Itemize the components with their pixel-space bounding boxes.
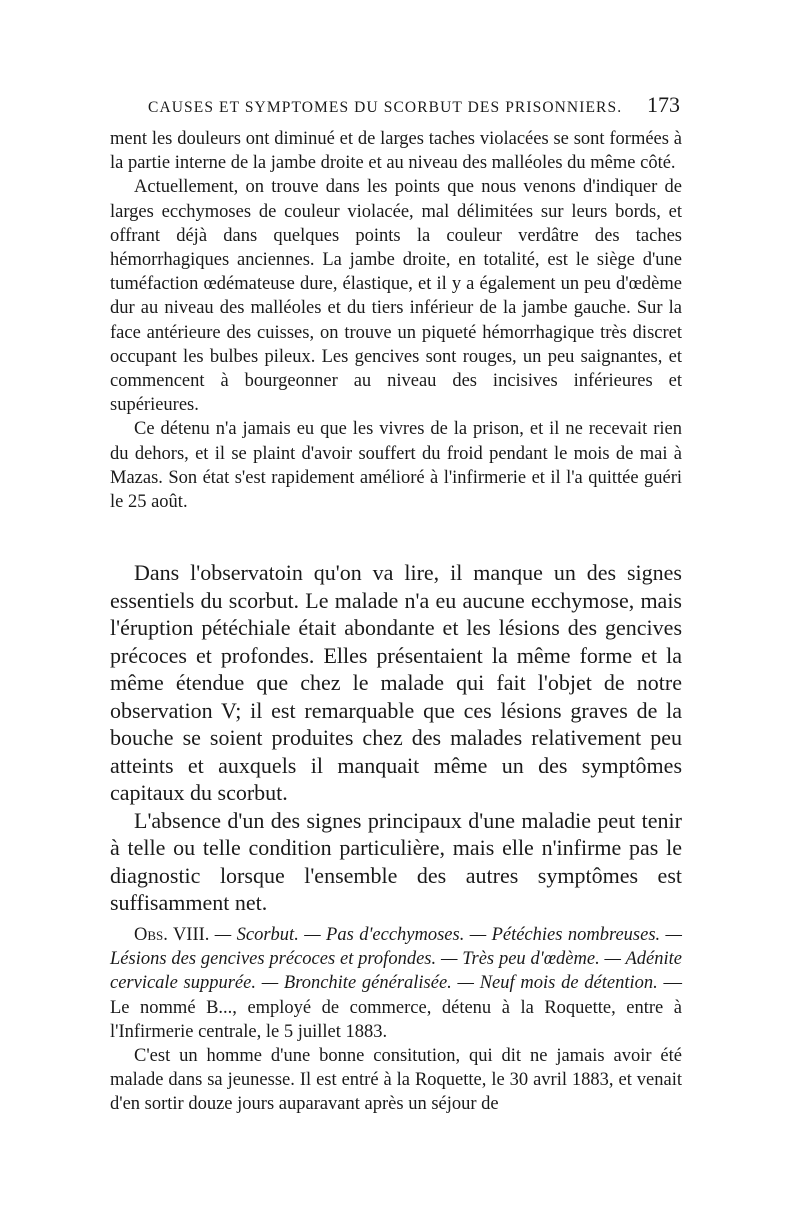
observation-block — [110, 923, 682, 1117]
page-header — [148, 92, 680, 118]
observation-intro: — Le nommé B..., employé de commerce, détenu à la Roquette, entre à l'Infirmerie centrale, le 5 juillet 1883. — [110, 973, 682, 1042]
observation-title: — Scorbut. — Pas d'ecchymoses. — Pétéchies nombreuses. — Lésions des gencives précoces et profondes. — Très peu d'œdème. — Adénite cervicale suppurée. — Bronchite généralisée. — Neuf mois de détention. — [110, 925, 682, 994]
paragraph-commentary-1: Dans l'observatoin qu'on va lire, il manque un des signes essentiels du scorbut. Le malade n'a eu aucune ecchymose, mais l'éruption pétéchiale était abondante et les lésions des gencives précoces et profondes. Elles présentaient la même forme et la même étendue que chez le malade qui fait l'objet de notre observation V; il est remarquable que ces lésions graves de la bouche se soient produites chez des malades relativement peu atteints et auxquels il manquait même un des symptômes capitaux du scorbut. — [110, 560, 682, 805]
paragraph-commentary-2: L'absence d'un des signes principaux d'une maladie peut tenir à telle ou telle condition particulière, mais elle n'infirme pas le diagnostic lorsque l'ensemble des autres symptômes est suffisamment net. — [110, 807, 682, 915]
page-number: 173 — [647, 92, 680, 117]
running-title: CAUSES ET SYMPTOMES DU SCORBUT DES PRISONNIERS. — [148, 99, 623, 116]
paragraph-current-state: Actuellement, on trouve dans les points que nous venons d'indiquer de larges ecchymoses de couleur violacée, mal délimitées sur leurs bords, et offrant déjà dans quelques points la couleur verdâtre des taches hémorrhagiques anciennes. La jambe droite, en totalité, est le siège d'une tuméfaction œdémateuse dure, élastique, et il y a également un peu d'œdème dur au niveau des malléoles et du tiers inférieur de la jambe gauche. Sur la face antérieure des cuisses, on trouve un piqueté hémorrhagique très discret occupant les bulbes pileux. Les gencives sont rouges, un peu saignantes, et commencent à bourgeonner au niveau des incisives inférieures et supérieures. — [110, 177, 682, 416]
paragraph-patient-history: C'est un homme d'une bonne consitution, qui dit ne jamais avoir été malade dans sa jeunesse. Il est entré à la Roquette, le 30 avril 1883, et venait d'en sortir douze jours auparavant après un séjour de — [110, 1046, 682, 1115]
commentary-block — [110, 559, 682, 917]
case-description-block — [110, 127, 682, 514]
observation-heading — [110, 923, 682, 1044]
paragraph-detention-conditions: Ce détenu n'a jamais eu que les vivres de la prison, et il ne recevait rien du dehors, et il se plaint d'avoir souffert du froid pendant le mois de mai à Mazas. Son état s'est rapidement amélioré à l'infirmerie et il l'a quittée guéri le 25 août. — [110, 419, 682, 513]
paragraph-continuation: ment les douleurs ont diminué et de larges taches violacées se sont formées à la partie interne de la jambe droite et au niveau des malléoles du même côté. — [110, 129, 682, 174]
observation-label: Obs. VIII. — [134, 925, 210, 945]
